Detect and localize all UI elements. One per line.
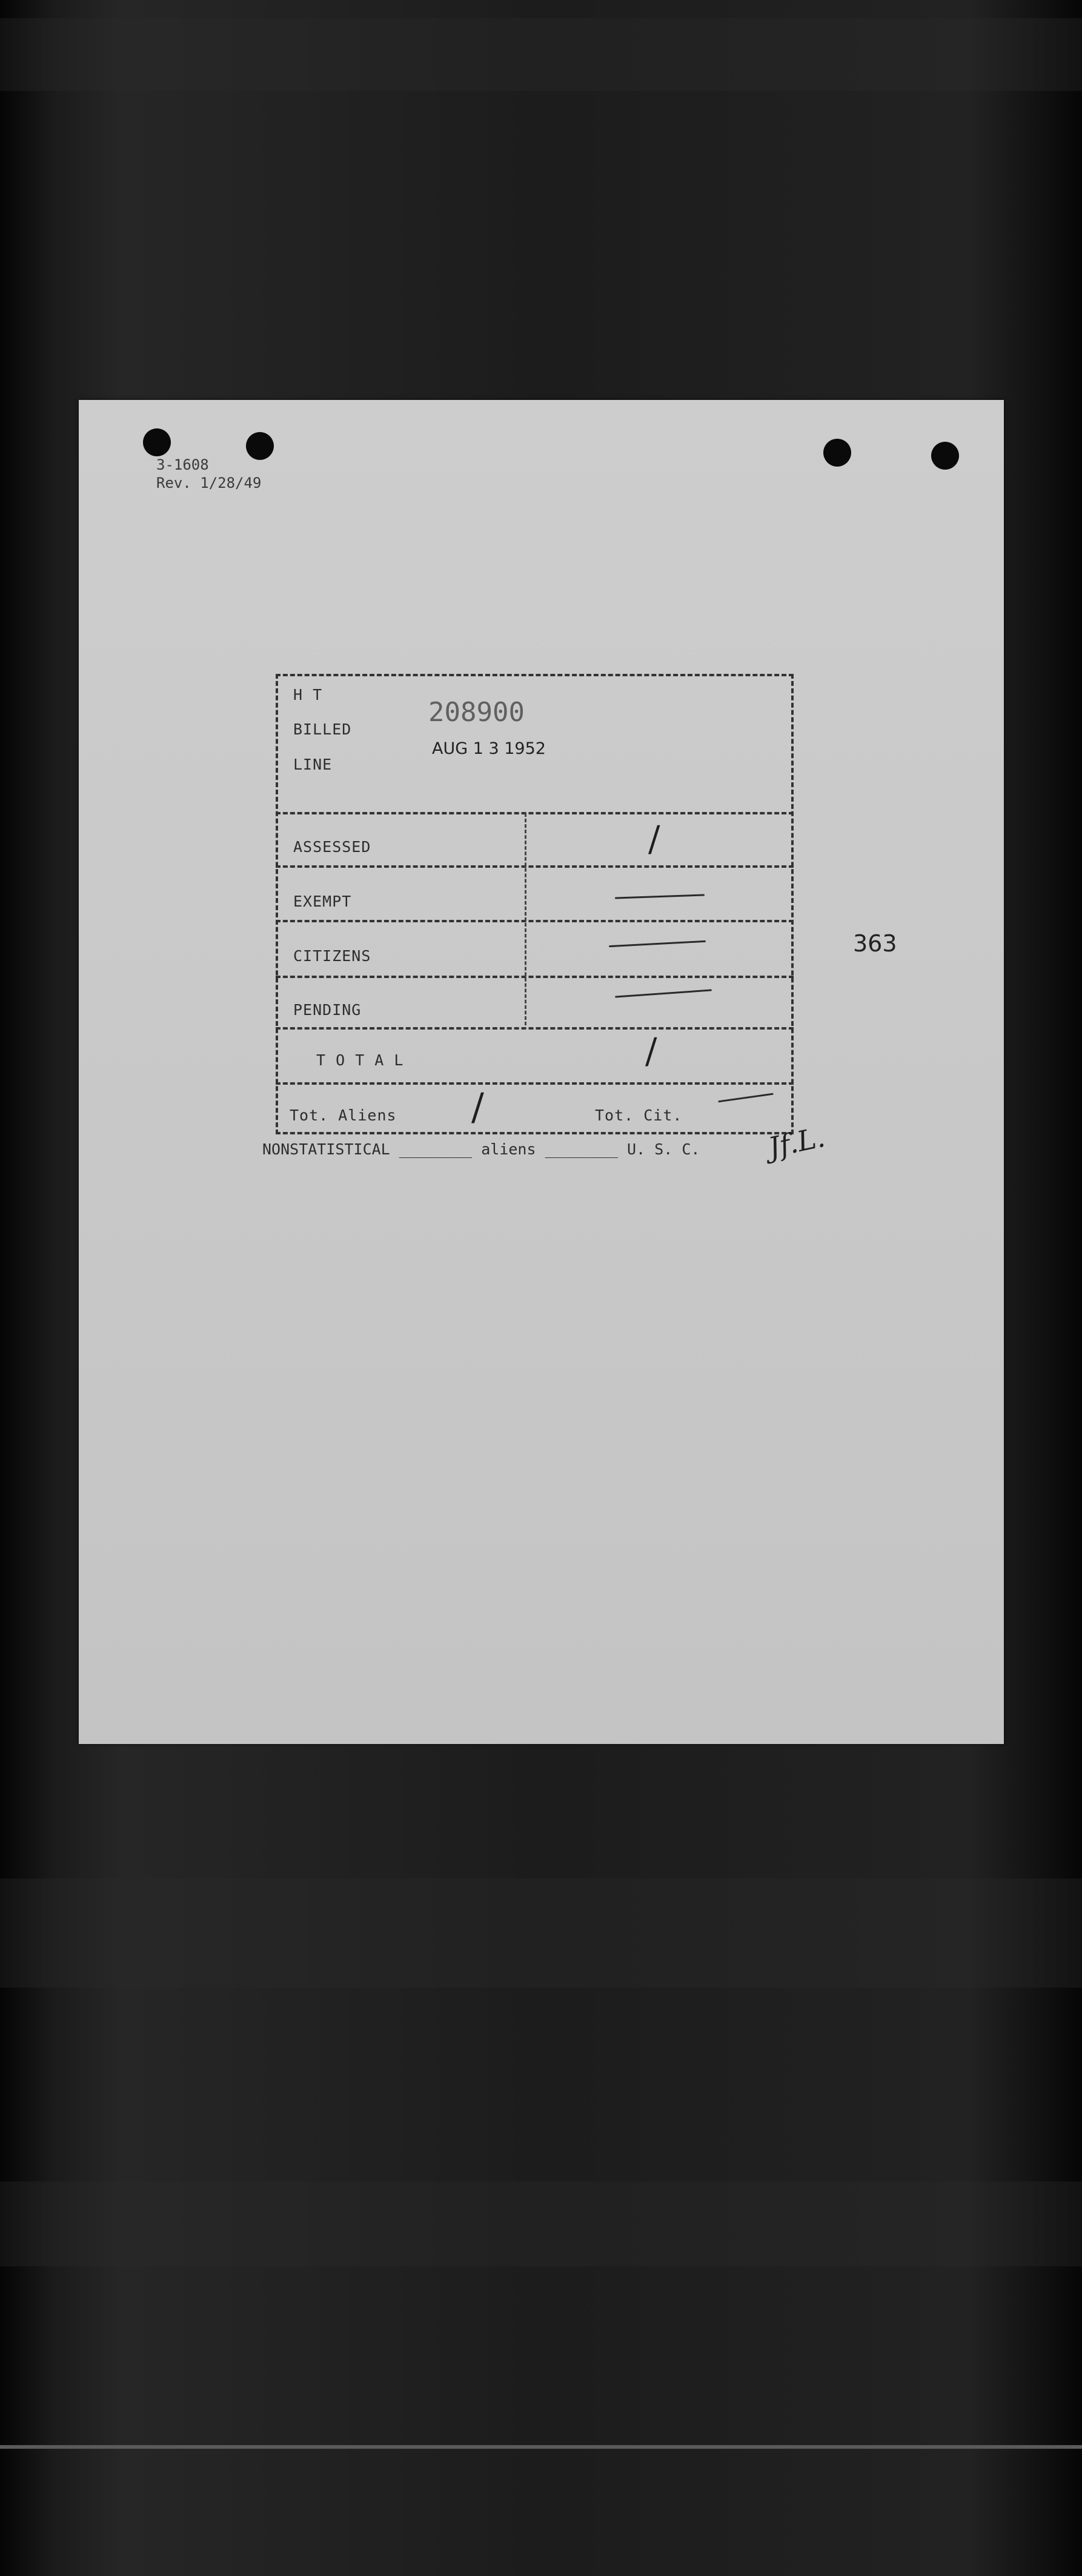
assessed-mark: / — [648, 818, 660, 859]
billed-label: BILLED — [293, 721, 352, 738]
film-band — [0, 18, 1082, 91]
punch-hole — [143, 428, 171, 456]
row-label-exempt: EXEMPT — [293, 893, 352, 910]
stamp-number: 208900 — [428, 697, 525, 728]
stamp-date: AUG 1 3 1952 — [432, 739, 546, 758]
nonstatistical-line: NONSTATISTICAL ________ aliens ________ U. S. C. — [262, 1140, 700, 1158]
page-number: 363 — [853, 930, 897, 957]
row-label-pending: PENDING — [293, 1001, 362, 1019]
line-label: LINE — [293, 756, 333, 773]
punch-hole — [823, 439, 851, 467]
film-band — [0, 2182, 1082, 2266]
column-divider — [525, 813, 526, 1025]
total-aliens-mark: / — [471, 1085, 484, 1129]
form-code: 3-1608 — [156, 456, 209, 473]
punch-hole — [246, 432, 274, 460]
row-divider — [276, 920, 794, 922]
form-revision: Rev. 1/28/49 — [156, 474, 262, 491]
film-band — [0, 1879, 1082, 1988]
film-edge-line — [0, 2445, 1082, 2449]
total-aliens-label: Tot. Aliens — [290, 1107, 397, 1124]
row-label-citizens: CITIZENS — [293, 947, 371, 965]
punch-hole — [931, 442, 959, 470]
row-divider — [276, 812, 794, 814]
row-divider — [276, 1082, 794, 1085]
row-divider — [276, 865, 794, 868]
row-divider — [276, 976, 794, 978]
row-label-assessed: ASSESSED — [293, 838, 371, 856]
row-divider — [276, 1027, 794, 1030]
total-label: T O T A L — [316, 1051, 404, 1069]
total-citizens-label: Tot. Cit. — [595, 1107, 683, 1124]
ht-label: H T — [293, 686, 323, 704]
total-mark: / — [645, 1030, 657, 1071]
handwritten-initials: Jf.L. — [765, 1120, 828, 1165]
